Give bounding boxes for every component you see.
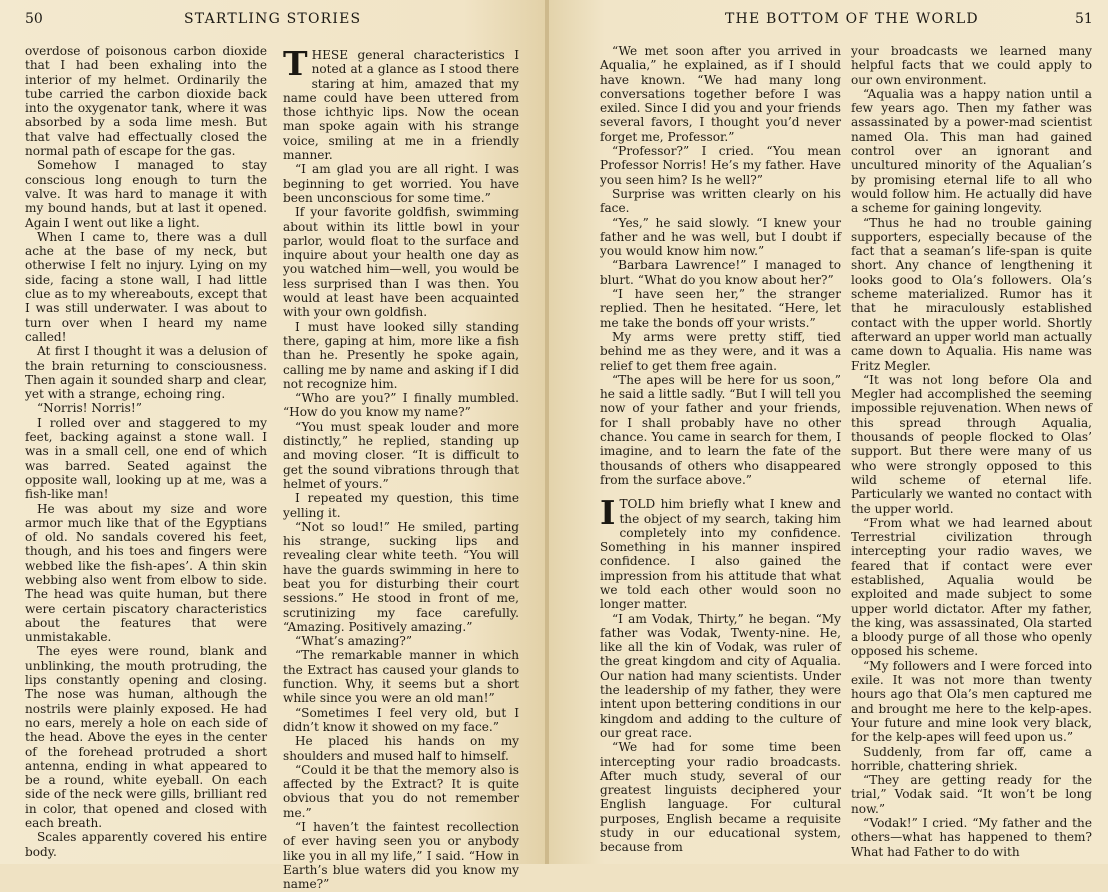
paragraph: At first I thought it was a delusion of the brain returning to consciousness. Then again it sounded sharp and clear, yet with a strange, echoing ring. (25, 344, 267, 402)
paragraph: “I haven’t the faintest recollection of ever having seen you or anybody like you in all my life,” I said. “How in Earth’s blue waters did you know my name?” (283, 820, 519, 892)
drop-cap-paragraph (600, 493, 841, 612)
left-column-1 (25, 44, 267, 859)
drop-cap: I (600, 493, 616, 533)
paragraph: “The remarkable manner in which the Extract has caused your glands to function. Why, it seems but a short while since you were an old man!” (283, 648, 519, 706)
paragraph: Suddenly, from far off, came a horrible, chattering shriek. (851, 744, 1092, 773)
paragraph: “Aqualia was a happy nation until a few years ago. Then my father was assassinated by a power-mad scientist named Ola. This man had gained control over an ignorant and uncultured minority of the Aqualian’s by promising eternal life to all who would follow him. He actually did have a scheme for gaining longevity. (851, 86, 1092, 216)
paragraph: “What’s amazing?” (295, 634, 413, 649)
paragraph: “Not so loud!” He smiled, parting his strange, sucking lips and revealing clear white teeth. “You will have the guards swimming in here to beat you for disturbing their court sessions.” He stood in front of me, scrutinizing my face carefully. “Amazing. Positively amazing.” (283, 519, 519, 634)
page-number: 50 (25, 11, 43, 27)
paragraph: Scales apparently covered his entire body. (25, 830, 267, 859)
paragraph: “I am glad you are all right. I was beginning to get worried. You have been unconscious for some time.” (283, 162, 519, 205)
paragraph: Somehow I managed to stay conscious long enough to turn the valve. It was hard to manage it with my bound hands, but at last it opened. Again I went out like a light. (25, 158, 267, 230)
paragraph: “They are getting ready for the trial,” Vodak said. “It won’t be long now.” (851, 773, 1092, 816)
paragraph: Surprise was written clearly on his face. (600, 186, 841, 216)
paragraph: I repeated my question, this time yelling it. (283, 491, 519, 520)
paragraph: My arms were pretty stiff, tied behind me as they were, and it was a relief to get them free again. (600, 329, 841, 373)
page-number: 51 (1075, 11, 1093, 27)
paragraph: “It was not long before Ola and Megler had accomplished the seeming impossible rejuvenation. When news of this spread through Aqualia, thousands of people flocked to Olas’ support. But there were many of us who were strongly opposed to this wild scheme of eternal life. Particularly we wanted no contact with the upper world. (851, 372, 1092, 516)
paragraph: He was about my size and wore armor much like that of the Egyptians of old. No sandals covered his feet, though, and his toes and fingers were webbed like the fish-apes’. A thin skin webbing also went from elbow to side. The head was quite human, but there were certain piscatory characteristics about the features that were unmistakable. (25, 501, 267, 645)
paragraph: “I am Vodak, Thirty,” he began. “My father was Vodak, Twenty-nine. He, like all the kin of Vodak, was ruler of the great kingdom and city of Aqualia. Our nation had many scientists. Under the leadership of my father, they were intent upon bettering conditions in our kingdom and adding to the culture of our great race. (600, 611, 841, 740)
paragraph: “My followers and I were forced into exile. It was not more than twenty hours ago that Ola’s men captured me and brought me here to the kelp-apes. Your future and mine look very black, for the kelp-apes will feed upon us.” (851, 658, 1092, 745)
paragraph: I must have looked silly standing there, gaping at him, more like a fish than he. Presently he spoke again, calling me by name and asking if I did not recognize him. (283, 319, 519, 391)
drop-cap: T (283, 44, 308, 83)
left-column-2 (283, 44, 519, 892)
paragraph: “Vodak!” I cried. “My father and the others—what has happened to them? What had Father to do with (851, 816, 1092, 859)
paragraph: “We met soon after you arrived in Aqualia,” he explained, as if I should have known. “We had many long conversations together before I was exiled. Since I did you and your friends several favors, I thought you’d never forget me, Professor.” (600, 44, 841, 144)
paragraph-text: HESE general characteristics I noted at a glance as I stood there staring at him, amazed that my name could have been uttered from those ichthyic lips. Now the ocean man spoke again with his strange voice, smiling at me in a friendly manner. (283, 48, 519, 163)
paragraph: “From what we had learned about Terrestrial civilization through intercepting your radio waves, we feared that if contact were ever established, Aqualia would be exploited and made subject to some upper world dictator. After my father, the king, was assassinated, Ola started a bloody purge of all those who openly opposed his scheme. (851, 515, 1092, 659)
paragraph: “Norris! Norris!” (37, 401, 142, 416)
paragraph: He placed his hands on my shoulders and mused half to himself. (283, 734, 519, 763)
paragraph: overdose of poisonous carbon dioxide that I had been exhaling into the interior of my helmet. Ordinarily the tube carried the carbon dioxide back into the oxygenator tank, where it was absorbed by a soda lime mesh. But that valve had effectually closed the normal path of escape for the gas. (25, 44, 267, 159)
paragraph: “The apes will be here for us soon,” he said a little sadly. “But I will tell you now of your father and your friends, for I shall probably have no other chance. You came in search for them, I imagine, and to learn the fate of the thousands of others who disappeared from the surface above.” (600, 372, 841, 487)
paragraph: “We had for some time been intercepting your radio broadcasts. After much study, several of our greatest linguists deciphered your English language. For cultural purposes, English became a requisite study in our educational system, because from (600, 740, 841, 855)
paragraph-text: TOLD him briefly what I knew and the object of my search, taking him completely into my confidence. Something in his manner inspired confidence. I also gained the impression from his attitude that what we told each other would soon no longer matter. (600, 497, 841, 612)
running-header: STARTLING STORIES (184, 11, 362, 27)
paragraph: “Could it be that the memory also is affected by the Extract? It is quite obvious that you do not remember me.” (283, 762, 519, 820)
paragraph: “Yes,” he said slowly. “I knew your father and he was well, but I doubt if you would know him now.” (600, 215, 841, 259)
paragraph: The eyes were round, blank and unblinking, the mouth protruding, the lips constantly opening and closing. The nose was human, although the nostrils were plainly exposed. He had no ears, merely a hole on each side of the head. Above the eyes in the center of the forehead protruded a short antenna, ending in what appeared to be a round, white eyeball. On each side of the neck were gills, brilliant red in color, that opened and closed with each breath. (25, 644, 267, 831)
running-header: THE BOTTOM OF THE WORLD (725, 11, 979, 27)
right-page (549, 0, 1108, 864)
paragraph: “Barbara Lawrence!” I managed to blurt. “What do you know about her?” (600, 258, 841, 287)
paragraph: “Sometimes I feel very old, but I didn’t know it showed on my face.” (283, 705, 519, 734)
paragraph: your broadcasts we learned many helpful facts that we could apply to our own environment. (851, 44, 1092, 87)
paragraph: When I came to, there was a dull ache at the base of my neck, but otherwise I felt no injury. Lying on my side, facing a stone wall, I had little clue as to my whereabouts, except that I was still underwater. I was about to turn over when I heard my name called! (25, 229, 267, 344)
paragraph: “Professor?” I cried. “You mean Professor Norris! He’s my father. Have you seen him? Is he well?” (600, 144, 841, 187)
paragraph: I rolled over and staggered to my feet, backing against a stone wall. I was in a small cell, one end of which was barred. Seated against the opposite wall, looking up at me, was a fish-like man! (25, 415, 267, 502)
right-column-2 (851, 44, 1092, 859)
paragraph: “You must speak louder and more distinctly,” he replied, standing up and moving closer. “It is difficult to get the sound vibrations through that helmet of yours.” (283, 419, 519, 491)
paragraph: If your favorite goldfish, swimming about within its little bowl in your parlor, would float to the surface and inquire about your health one day as you watched him—well, you would be less surprised than I was then. You would at least have been acquainted with your own goldfish. (283, 205, 519, 320)
paragraph: “Thus he had no trouble gaining supporters, especially because of the fact that a seaman’s life-span is quite short. Any chance of lengthening it looks good to Ola’s followers. Ola’s scheme materialized. Rumor has it that he miraculously established contact with the upper world. Shortly afterward an upper world man actually came down to Aqualia. His name was Fritz Megler. (851, 215, 1092, 373)
paragraph: “Who are you?” I finally mumbled. “How do you know my name?” (283, 391, 519, 420)
left-page (0, 0, 545, 892)
right-column-1 (600, 44, 841, 855)
paragraph: “I have seen her,” the stranger replied. Then he hesitated. “Here, let me take the bonds off your wrists.” (600, 287, 841, 330)
drop-cap-paragraph (283, 44, 519, 163)
